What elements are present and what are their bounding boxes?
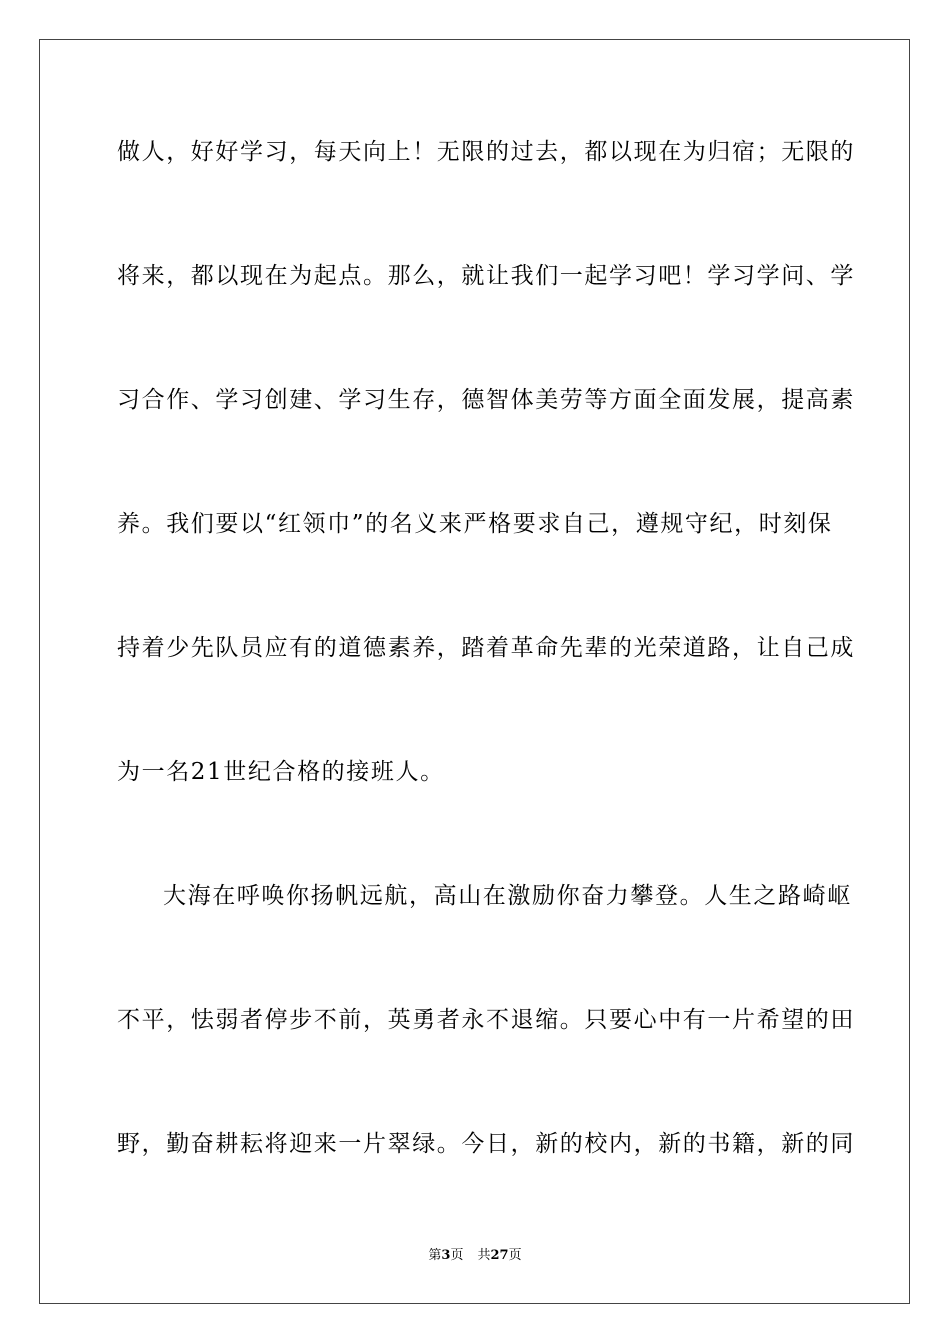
page-number: 3 [441, 1248, 451, 1263]
paragraph-line: 不平，怯弱者停步不前，英勇者永不退缩。只要心中有一片希望的田 [117, 1007, 855, 1033]
paragraph-line: 养。我们要以“红领巾”的名义来严格要求自己，遵规守纪，时刻保 [117, 511, 833, 537]
page-border [39, 39, 910, 1304]
total-prefix: 共 [477, 1248, 491, 1263]
paragraph-line: 大海在呼唤你扬帆远航，高山在激励你奋力攀登。人生之路崎岖 [163, 883, 852, 909]
page-suffix: 页 [450, 1248, 464, 1263]
page-footer [0, 1248, 950, 1264]
paragraph-line: 将来，都以现在为起点。那么，就让我们一起学习吧！学习学问、学 [117, 263, 855, 289]
page-prefix: 第 [428, 1248, 442, 1263]
paragraph-line: 做人，好好学习，每天向上！无限的过去，都以现在为归宿；无限的 [117, 139, 855, 165]
total-suffix: 页 [508, 1248, 522, 1263]
paragraph-line: 野，勤奋耕耘将迎来一片翠绿。今日，新的校内，新的书籍，新的同 [117, 1131, 855, 1157]
total-pages: 27 [490, 1248, 509, 1263]
paragraph-line: 为一名21世纪合格的接班人。 [117, 759, 445, 785]
paragraph-line: 持着少先队员应有的道德素养，踏着革命先辈的光荣道路，让自己成 [117, 635, 855, 661]
paragraph-line: 习合作、学习创建、学习生存，德智体美劳等方面全面发展，提高素 [117, 387, 855, 413]
